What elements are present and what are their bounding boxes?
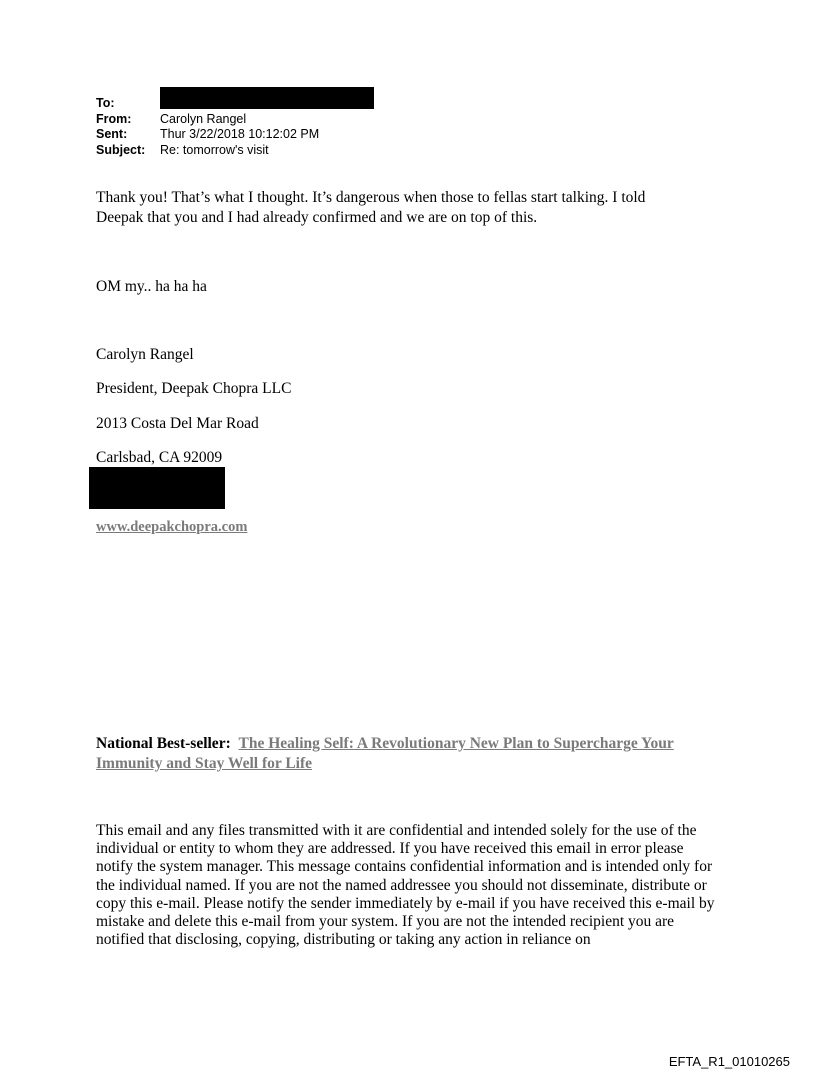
to-row xyxy=(96,96,374,112)
document-id: EFTA_R1_01010265 xyxy=(668,1054,790,1069)
signature-title: President, Deepak Chopra LLC xyxy=(96,380,292,397)
from-value: Carolyn Rangel xyxy=(160,111,247,126)
promo-block xyxy=(96,734,708,774)
redaction-bar xyxy=(160,87,374,109)
body-paragraph-2: OM my.. ha ha ha xyxy=(96,278,207,295)
signature-address-line2: Carlsbad, CA 92009 xyxy=(96,449,223,466)
body-paragraph-1: Thank you! That’s what I thought. It’s dangerous when those to fellas start talking. I told Deepak that you and I had already confirmed and we are on top of this. xyxy=(96,189,646,226)
confidentiality-disclaimer: This email and any files transmitted with it are confidential and intended solely for the use of the individual or entity to whom they are addressed. If you have received this email in error please notify the system manager. This message contains confidential information and is intended only for the individual named. If you are not the named addressee you should not disseminate, distribute or copy this e-mail. Please notify the sender immediately by e-mail if you have received this e-mail by mistake and delete this e-mail from your system. If you are not the intended recipient you are notified that disclosing, copying, distributing or taking any action in reliance on xyxy=(96,822,715,949)
to-label: To: xyxy=(96,96,115,110)
sent-row xyxy=(96,127,374,143)
promo-label: National Best-seller: xyxy=(96,735,231,752)
from-label: From: xyxy=(96,111,132,126)
from-row xyxy=(96,112,374,128)
sent-value: Thur 3/22/2018 10:12:02 PM xyxy=(160,127,320,141)
subject-label: Subject: xyxy=(96,142,146,157)
sent-label: Sent: xyxy=(96,127,128,141)
redaction-bar xyxy=(89,467,225,509)
subject-row xyxy=(96,143,374,159)
email-header xyxy=(96,96,374,158)
signature-website-link[interactable] xyxy=(96,517,247,537)
book-link[interactable]: The Healing Self: A Revolutionary New Plan to Supercharge Your Immunity and Stay Well for Life xyxy=(96,735,674,772)
signature-name: Carolyn Rangel xyxy=(96,346,194,363)
website-link-text[interactable]: www.deepakchopra.com xyxy=(96,519,248,535)
subject-value: Re: tomorrow's visit xyxy=(160,142,269,157)
signature-address-line1: 2013 Costa Del Mar Road xyxy=(96,415,259,432)
